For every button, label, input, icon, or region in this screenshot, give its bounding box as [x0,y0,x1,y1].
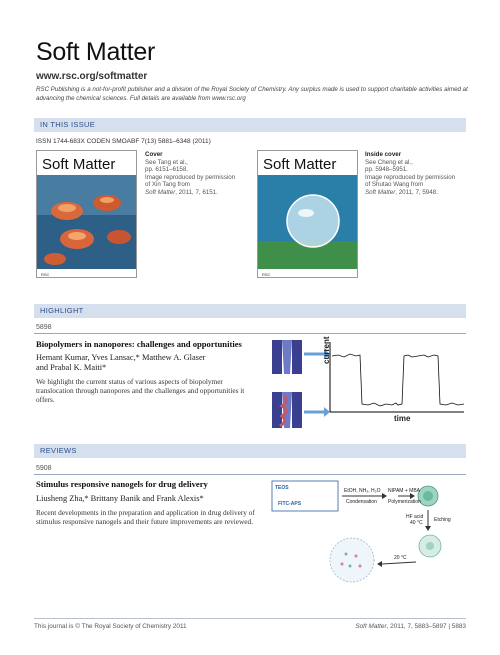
review-authors: Liusheng Zha,* Brittany Banik and Frank Alexis* [36,494,204,503]
figure-temp1-label: 40 °C [410,520,423,526]
highlight-abstract: We highlight the current status of various aspects of biopolymer translocation through nanopores and the challenges and opportunities it offers. [36,377,245,404]
svg-text:RSC: RSC [262,272,271,277]
highlight-authors-line: and Prabal K. Maiti* [36,363,107,373]
highlight-authors [36,353,266,373]
footer-rule [34,618,466,619]
cover-permission: Image reproduced by permission [145,173,236,181]
figure-nipam-label: NIPAM + MBA [388,488,420,494]
section-band-reviews [34,444,466,458]
highlight-figure [268,336,468,432]
cover-label: Cover [145,151,163,158]
svg-text:RSC: RSC [41,272,50,277]
review-title[interactable]: Stimulus responsive nanogels for drug delivery [36,479,208,489]
figure-x-label: time [394,414,411,423]
section-heading: REVIEWS [40,446,77,455]
inside-cover-journal-ref: Soft Matter [365,188,396,196]
section-heading: HIGHLIGHT [40,306,84,315]
highlight-page-number: 5898 [36,324,52,331]
inside-cover-label: Inside cover [365,151,402,158]
highlight-authors-line: Hemant Kumar, Yves Lansac,* Matthew A. Glaser [36,353,206,362]
issn-line: ISSN 1744-683X CODEN SMOABF 7(13) 5881–6348 (2011) [36,138,211,145]
divider [34,474,466,475]
figure-condensation-label: Condensation [346,499,377,505]
journal-url[interactable]: www.rsc.org/softmatter [36,71,148,82]
cover-pages: pp. 6151–6158. [145,166,189,174]
cover-permission-name: of Xin Tang from [145,181,190,189]
review-page-number: 5908 [36,465,52,472]
journal-title: Soft Matter [36,38,155,66]
highlight-title[interactable]: Biopolymers in nanopores: challenges and opportunities [36,339,242,349]
cover-caption [145,151,245,197]
inside-cover-caption [365,151,465,197]
footer-journal: Soft Matter [355,623,387,630]
figure-etching-label: Etching [434,517,451,523]
footer-pages: , 2011, 7, 5883–5897 | 5883 [386,623,466,630]
section-band-in-this-issue [34,118,466,132]
inside-cover-permission: Image reproduced by permission [365,173,456,181]
inside-cover-pages: pp. 5948–5951. [365,166,409,174]
cover-image [36,150,137,278]
figure-fitc-label: FITC-APS [278,501,302,507]
inside-cover-citation: , 2011, 7, 5948. [395,188,438,196]
figure-y-label: current [322,336,331,364]
review-figure [270,478,466,588]
footer-citation [355,623,466,630]
publisher-note: RSC Publishing is a not-for-profit publisher and a division of the Royal Society of Chemistry. Any surplus made is used to support charitable activities aimed at advancing the chemical sciences. Full details are available from www.rsc.org [36,86,468,102]
figure-temp2-label: 20 °C [394,555,407,561]
figure-reagents-label: EtOH, NH₃, H₂O [344,488,381,494]
cover-title: Soft Matter [42,156,116,173]
divider [34,333,466,334]
figure-teos-label: TEOS [275,485,289,491]
section-heading: IN THIS ISSUE [40,120,96,129]
section-band-highlight [34,304,466,318]
cover-journal-ref: Soft Matter [145,188,176,196]
figure-polymerization-label: Polymerization [388,499,421,505]
inside-cover-permission-name: of Shutao Wang from [365,181,424,189]
figure-hf-label: HF acid [406,514,424,520]
inside-cover-see: See Cheng et al., [365,158,413,166]
cover-see: See Tang et al., [145,158,188,166]
cover-citation: , 2011, 7, 6151. [175,188,218,196]
inside-cover-title: Soft Matter [263,156,337,173]
footer-copyright: This journal is © The Royal Society of Chemistry 2011 [34,623,187,630]
review-abstract: Recent developments in the preparation and application in drug delivery of stimulus responsive nanogels and their future improvements are reviewed. [36,508,255,526]
inside-cover-image [257,150,358,278]
